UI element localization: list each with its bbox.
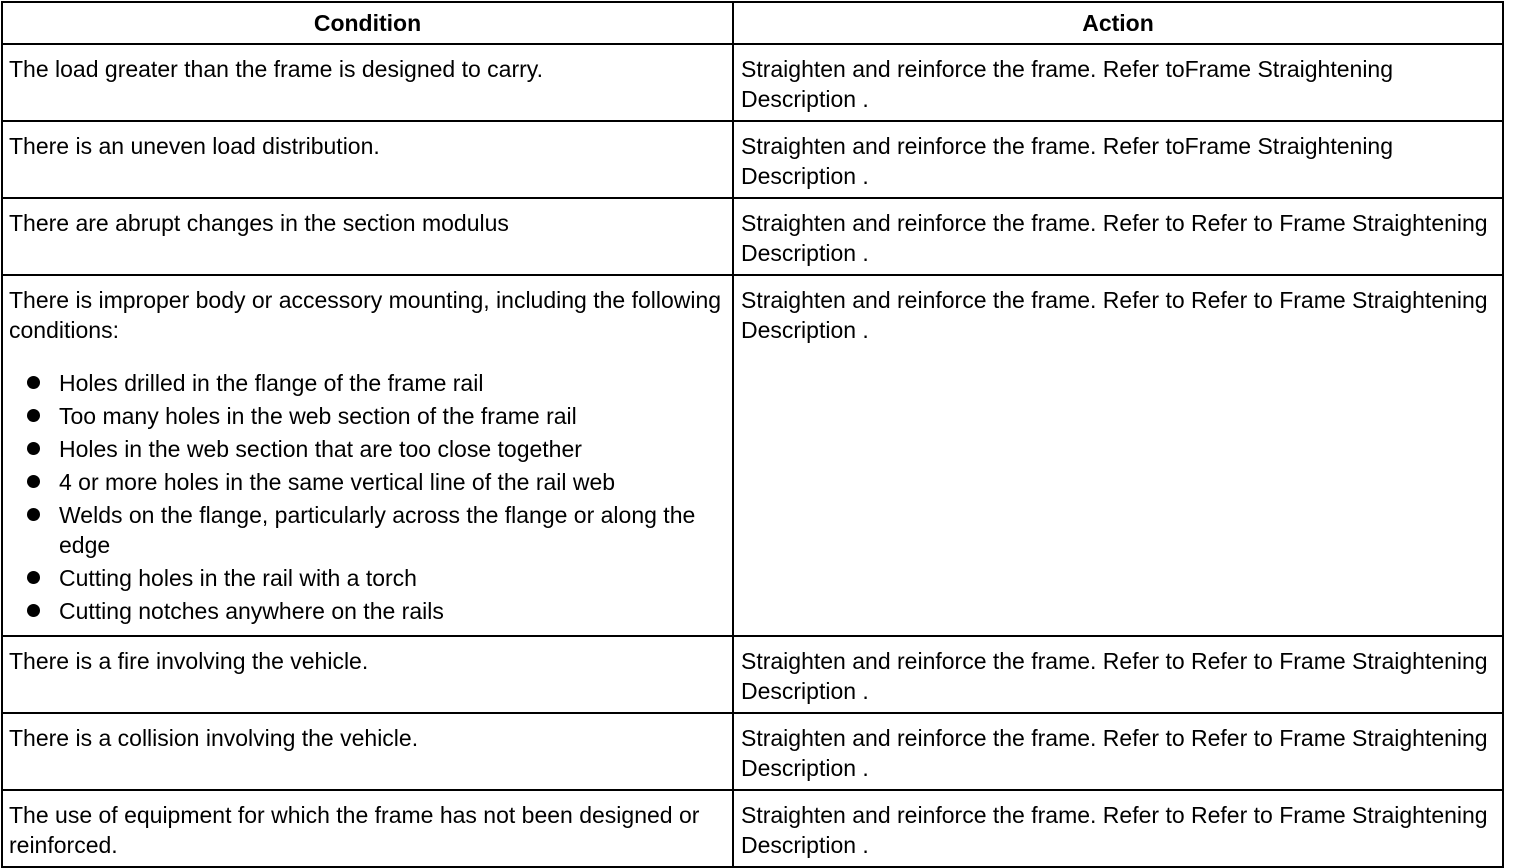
bullet-text: Too many holes in the web section of the frame rail	[59, 403, 577, 429]
bullet-text: Cutting notches anywhere on the rails	[59, 598, 444, 624]
bullet-item	[9, 500, 726, 560]
condition-bullet-list	[9, 368, 726, 626]
action-cell: Straighten and reinforce the frame. Refer to Refer to Frame Straightening Description .	[733, 636, 1503, 713]
bullet-item	[9, 596, 726, 626]
bullet-text: Holes drilled in the flange of the frame rail	[59, 370, 484, 396]
condition-cell: There is a collision involving the vehicle.	[2, 713, 733, 790]
action-cell: Straighten and reinforce the frame. Refer toFrame Straightening Description .	[733, 121, 1503, 198]
bullet-text: Welds on the flange, particularly across the flange or along the edge	[59, 502, 696, 558]
condition-cell: There is a fire involving the vehicle.	[2, 636, 733, 713]
condition-cell	[2, 275, 733, 636]
bullet-item	[9, 368, 726, 398]
bullet-dot-icon	[27, 409, 40, 422]
condition-text: There is improper body or accessory mounting, including the following conditions:	[9, 287, 722, 343]
header-condition: Condition	[2, 2, 733, 44]
bullet-item	[9, 401, 726, 431]
table-row	[2, 198, 1503, 275]
bullet-dot-icon	[27, 475, 40, 488]
action-cell: Straighten and reinforce the frame. Refer to Refer to Frame Straightening Description .	[733, 713, 1503, 790]
action-cell: Straighten and reinforce the frame. Refer to Refer to Frame Straightening Description .	[733, 275, 1503, 636]
condition-cell: There is an uneven load distribution.	[2, 121, 733, 198]
action-cell: Straighten and reinforce the frame. Refer to Refer to Frame Straightening Description .	[733, 790, 1503, 867]
header-action: Action	[733, 2, 1503, 44]
condition-cell: There are abrupt changes in the section modulus	[2, 198, 733, 275]
table-row	[2, 713, 1503, 790]
condition-cell: The load greater than the frame is designed to carry.	[2, 44, 733, 121]
bullet-text: Holes in the web section that are too close together	[59, 436, 582, 462]
bullet-text: 4 or more holes in the same vertical line of the rail web	[59, 469, 616, 495]
bullet-item	[9, 467, 726, 497]
bullet-text: Cutting holes in the rail with a torch	[59, 565, 417, 591]
bullet-dot-icon	[27, 376, 40, 389]
bullet-dot-icon	[27, 442, 40, 455]
bullet-dot-icon	[27, 508, 40, 521]
action-cell: Straighten and reinforce the frame. Refer to Refer to Frame Straightening Description .	[733, 198, 1503, 275]
condition-action-table	[1, 1, 1504, 868]
table-row	[2, 636, 1503, 713]
bullet-dot-icon	[27, 604, 40, 617]
table-row	[2, 44, 1503, 121]
table-row	[2, 121, 1503, 198]
table-row	[2, 790, 1503, 867]
table-header-row	[2, 2, 1503, 44]
table-row	[2, 275, 1503, 636]
bullet-item	[9, 563, 726, 593]
bullet-dot-icon	[27, 571, 40, 584]
action-cell: Straighten and reinforce the frame. Refer toFrame Straightening Description .	[733, 44, 1503, 121]
bullet-item	[9, 434, 726, 464]
condition-cell: The use of equipment for which the frame has not been designed or reinforced.	[2, 790, 733, 867]
